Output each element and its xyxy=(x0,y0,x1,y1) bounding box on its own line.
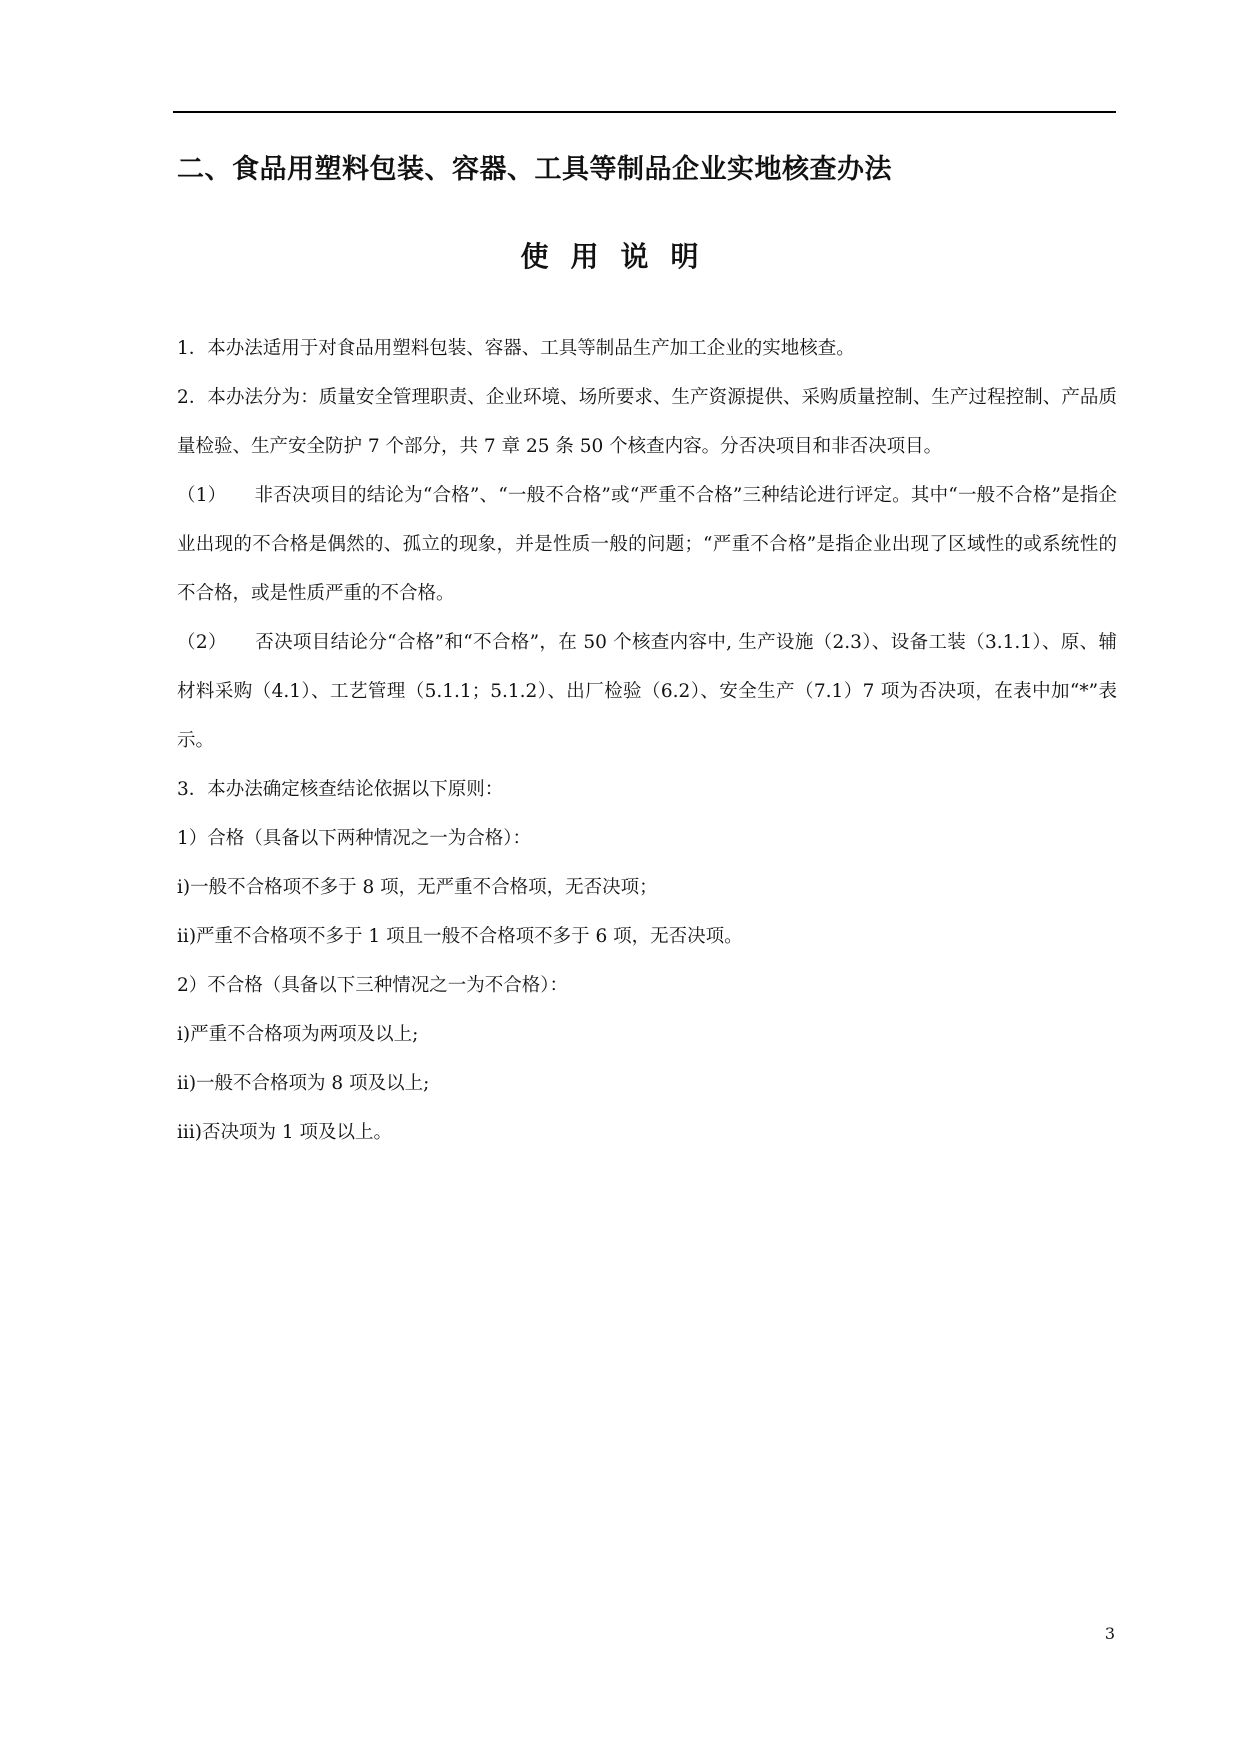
paragraph-scope: 1．本办法适用于对食品用塑料包装、容器、工具等制品生产加工企业的实地核查。 xyxy=(177,338,855,359)
page-number: 3 xyxy=(1104,1624,1116,1643)
subtitle: 使用说明 xyxy=(520,240,721,273)
header-rule xyxy=(173,111,1116,113)
paragraph-fail-case-3: iii)否决项为 1 项及以上。 xyxy=(177,1122,393,1143)
paragraph-structure: 2．本办法分为：质量安全管理职责、企业环境、场所要求、生产资源提供、采购质量控制、生产过程控制、产品质量检验、生产安全防护 7 个部分，共 7 章 25 条 50 个核查内容。分否决项目和非否决项目。 xyxy=(177,387,1117,457)
paragraph-fail-heading: 2）不合格（具备以下三种情况之一为不合格）： xyxy=(177,975,569,996)
paragraph-veto-items: （2） 否决项目结论分“合格”和“不合格”，在 50 个核查内容中, 生产设施（2.3）、设备工装（3.1.1）、原、辅材料采购（4.1）、工艺管理（5.1.1；5.1.2）、出厂检验（6.2）、安全生产（7.1）7 项为否决项，在表中加“*”表示。 xyxy=(177,632,1117,751)
paragraph-fail-case-1: i)严重不合格项为两项及以上; xyxy=(177,1024,419,1045)
paragraph-pass-case-1: i)一般不合格项不多于 8 项，无严重不合格项，无否决项； xyxy=(177,877,658,898)
paragraph-fail-case-2: ii)一般不合格项为 8 项及以上; xyxy=(177,1073,430,1094)
paragraph-pass-case-2: ii)严重不合格项不多于 1 项且一般不合格项不多于 6 项，无否决项。 xyxy=(177,926,743,947)
paragraph-non-veto-items: （1） 非否决项目的结论为“合格”、“一般不合格”或“严重不合格”三种结论进行评定。其中“一般不合格”是指企业出现的不合格是偶然的、孤立的现象，并是性质一般的问题；“严重不合格”是指企业出现了区域性的或系统性的不合格，或是性质严重的不合格。 xyxy=(177,485,1117,604)
section-title: 二、食品用塑料包装、容器、工具等制品企业实地核查办法 xyxy=(177,154,892,185)
paragraph-principles: 3．本办法确定核查结论依据以下原则： xyxy=(177,779,504,800)
paragraph-pass-heading: 1）合格（具备以下两种情况之一为合格）： xyxy=(177,828,532,849)
body-text xyxy=(177,324,1117,1157)
